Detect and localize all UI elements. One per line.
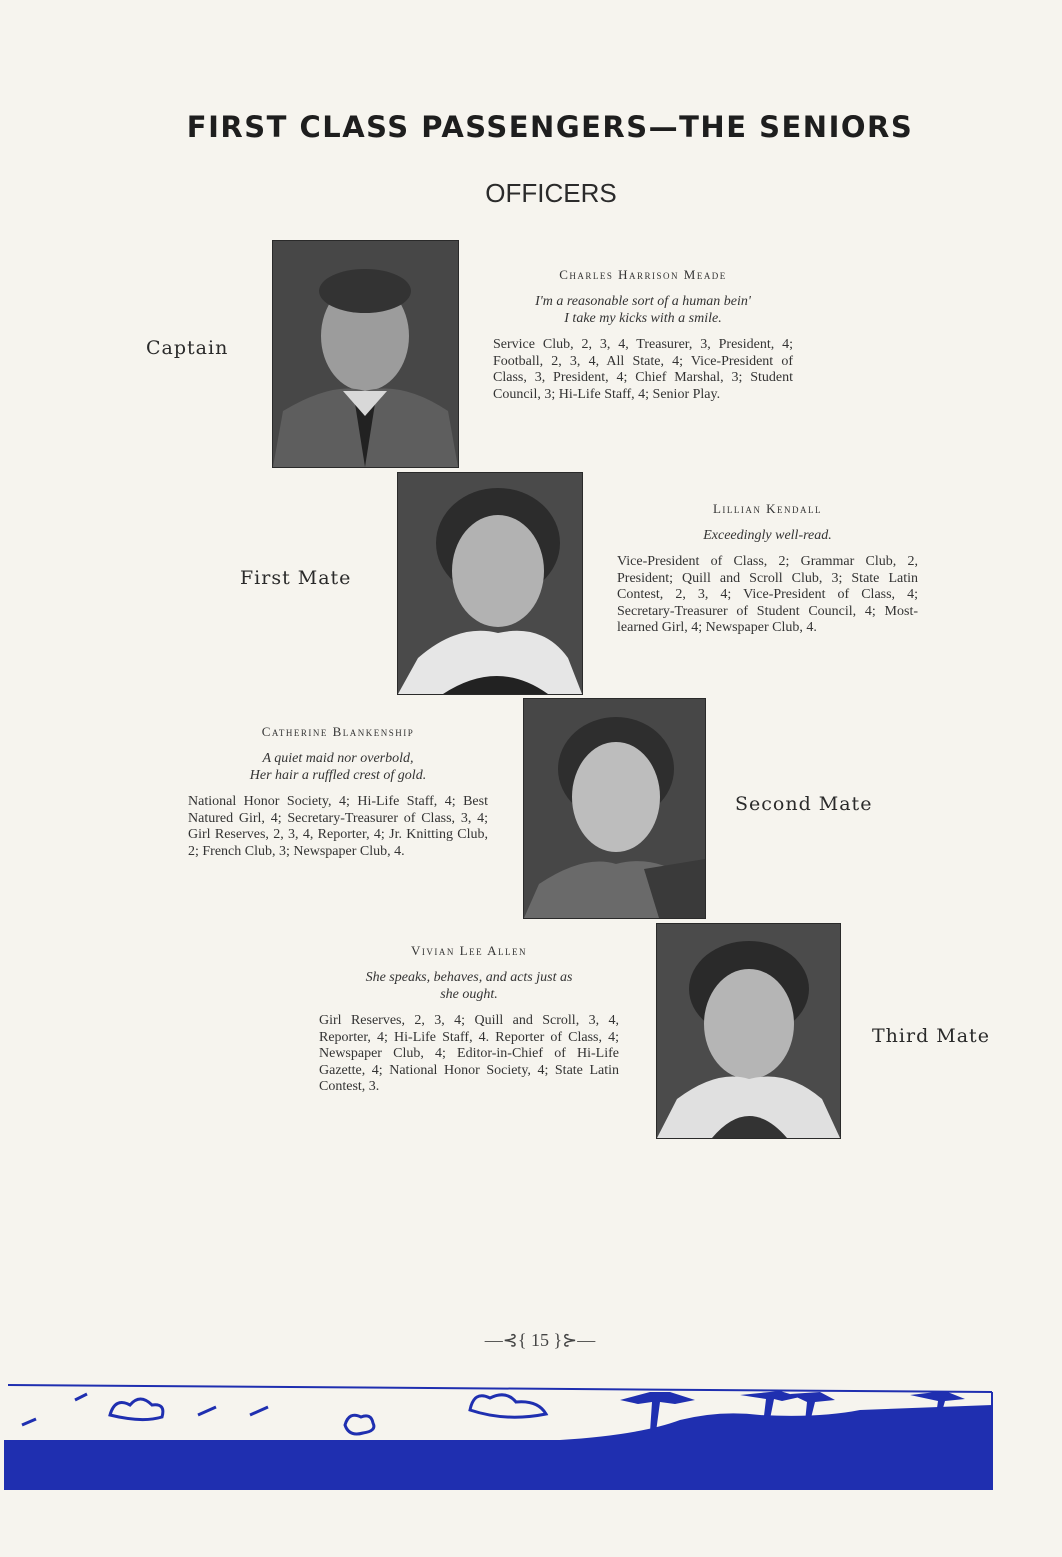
officer-activities: Vice-President of Class, 2; Grammar Club, 2, President; Quill and Scroll Club, 3; State Latin Contest, 2, 3, 4; Vice-President of Class, 4; Secretary-Treasurer of Student Council, 4; Most-learned Girl, 4; Newspaper Club, 4. <box>617 554 918 635</box>
section-subtitle: OFFICERS <box>485 178 617 208</box>
officer-motto: I'm a reasonable sort of a human bein' I take my kicks with a smile. <box>535 294 751 326</box>
officer-motto: Exceedingly well-read. <box>703 528 832 543</box>
officer-motto: She speaks, behaves, and acts just as she ought. <box>365 970 573 1002</box>
role-label-third-mate: Third Mate <box>872 1025 990 1047</box>
officer-entry-second-mate <box>188 724 488 860</box>
role-label-second-mate: Second Mate <box>735 793 873 815</box>
officer-name: Lillian Kendall <box>712 501 823 516</box>
decorative-banner <box>0 1380 1062 1500</box>
officer-entry-first-mate <box>617 501 918 637</box>
page-title: FIRST CLASS PASSENGERS—THE SENIORS <box>186 110 914 144</box>
portrait-photo-third-mate <box>656 923 841 1139</box>
officer-motto: A quiet maid nor overbold, Her hair a ruffled crest of gold. <box>249 751 427 783</box>
officer-activities: National Honor Society, 4; Hi-Life Staff, 4; Best Natured Girl, 4; Secretary-Treasurer of Class, 3, 4; Girl Reserves, 2, 3, 4, Reporter, 4; Jr. Knitting Club, 2; French Club, 3; Newspaper Club, 4. <box>188 794 488 859</box>
role-label-first-mate: First Mate <box>240 567 352 589</box>
role-label-captain: Captain <box>146 337 229 359</box>
officer-entry-captain <box>493 267 793 403</box>
portrait-photo-first-mate <box>397 472 583 695</box>
officer-entry-third-mate <box>319 943 619 1096</box>
officer-name: Charles Harrison Meade <box>559 267 727 282</box>
portrait-photo-second-mate <box>523 698 706 919</box>
officer-activities: Service Club, 2, 3, 4, Treasurer, 3, President, 4; Football, 2, 3, 4, All State, 4; Vice-President of Class, 3, President, 4; Chief Marshal, 3; Student Council, 3; Hi-Life Staff, 4; Senior Play. <box>493 337 793 402</box>
officer-activities: Girl Reserves, 2, 3, 4; Quill and Scroll, 3, 4, Reporter, 4; Hi-Life Staff, 4. Reporter of Class, 4; Newspaper Club, 4; Editor-in-Chief of Hi-Life Gazette, 4; National Honor Society, 4; State Latin Contest, 3. <box>319 1013 619 1094</box>
page-number: —⊰{ 15 }⊱— <box>484 1330 596 1350</box>
portrait-photo-captain <box>272 240 459 468</box>
officer-name: Catherine Blankenship <box>261 724 415 739</box>
officer-name: Vivian Lee Allen <box>411 943 527 958</box>
